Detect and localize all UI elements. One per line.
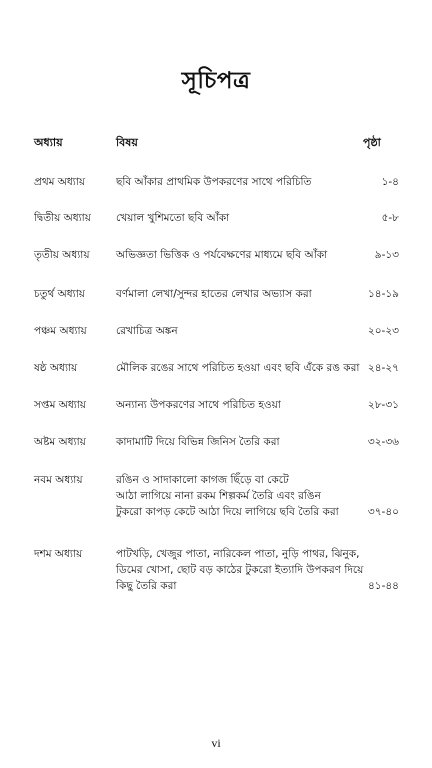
chapter-subject [116, 247, 352, 263]
page-range: ৫-৮ [381, 212, 399, 224]
chapter-subject [116, 472, 352, 520]
page-range: ২৮-৩১ [367, 399, 399, 411]
chapter-subject [116, 397, 352, 413]
chapter-label: পঞ্চম অধ্যায় [34, 325, 87, 337]
subject-line: অন্যান্য উপকরণের সাথে পরিচিত হওয়া [116, 399, 281, 411]
page-range: ৩৭-৪০ [367, 506, 399, 518]
subject-line: কাদামাটি দিয়ে বিভিন্ন জিনিস তৈরি করা [116, 436, 280, 448]
page-range: ৪১-৪৪ [367, 580, 399, 592]
page-range: ৯-১৩ [374, 249, 399, 261]
subject-line: অভিজ্ঞতা ভিত্তিক ও পর্যবেক্ষণের মাধ্যমে ছবি আঁকা [116, 249, 328, 261]
chapter-label: তৃতীয় অধ্যায় [34, 249, 90, 261]
header-chapter: অধ্যায় [34, 136, 63, 149]
chapter-label: চতুর্থ অধ্যায় [34, 288, 85, 300]
header-subject: বিষয় [116, 136, 138, 149]
page-range: ২০-২৩ [367, 325, 399, 337]
page-title: সূচিপত্র [181, 68, 251, 94]
chapter-label: নবম অধ্যায় [34, 474, 83, 486]
subject-line: কিছু তৈরি করা [116, 580, 177, 592]
subject-line: রেখাচিত্র অঙ্কন [116, 325, 178, 337]
subject-line: বর্ণমালা লেখা/সুন্দর হাতের লেখার অভ্যাস করা [116, 288, 312, 300]
page-range: ১-৪ [381, 176, 399, 188]
page-range: ১৪-১৯ [367, 288, 399, 300]
chapter-label: অষ্টম অধ্যায় [34, 436, 86, 448]
chapter-subject [116, 174, 352, 190]
subject-line: আঠা লাগিয়ে নানা রকম শিল্পকর্ম তৈরি এবং রঙিন [116, 490, 321, 502]
subject-line: টুকরো কাপড় কেটে আঠা দিয়ে লাগিয়ে ছবি তৈরি করা [116, 506, 339, 518]
subject-line: ডিমের খোসা, ছোট বড় কাঠের টুকরো ইত্যাদি উপকরণ দিয়ে [116, 564, 364, 576]
chapter-label: দশম অধ্যায় [34, 548, 83, 560]
chapter-label: প্রথম অধ্যায় [34, 176, 86, 188]
chapter-subject [116, 434, 352, 450]
chapter-subject [116, 210, 352, 226]
chapter-subject [116, 286, 352, 302]
subject-line: পাটখড়ি, খেজুর পাতা, নারিকেল পাতা, নুড়ি পাথর, ঝিনুক, [116, 548, 360, 560]
chapter-subject [116, 546, 364, 594]
chapter-label: ষষ্ঠ অধ্যায় [34, 362, 78, 374]
subject-line: মৌলিক রঙের সাথে পরিচিত হওয়া এবং ছবি এঁকে রঙ করা [116, 362, 360, 374]
page-range: ২৪-২৭ [367, 362, 399, 374]
subject-line: রঙিন ও সাদাকালো কাগজ ছিঁড়ে বা কেটে [116, 474, 289, 486]
chapter-label: সপ্তম অধ্যায় [34, 399, 86, 411]
subject-line: ছবি আঁকার প্রাথমিক উপকরণের সাথে পরিচিতি [116, 176, 312, 188]
header-page: পৃষ্ঠা [363, 136, 381, 149]
chapter-subject [116, 360, 360, 376]
chapter-subject [116, 323, 352, 339]
chapter-label: দ্বিতীয় অধ্যায় [34, 212, 91, 224]
page-number: vi [211, 736, 221, 750]
subject-line: খেয়াল খুশিমতো ছবি আঁকা [116, 212, 230, 224]
page-range: ৩২-৩৬ [367, 436, 399, 448]
